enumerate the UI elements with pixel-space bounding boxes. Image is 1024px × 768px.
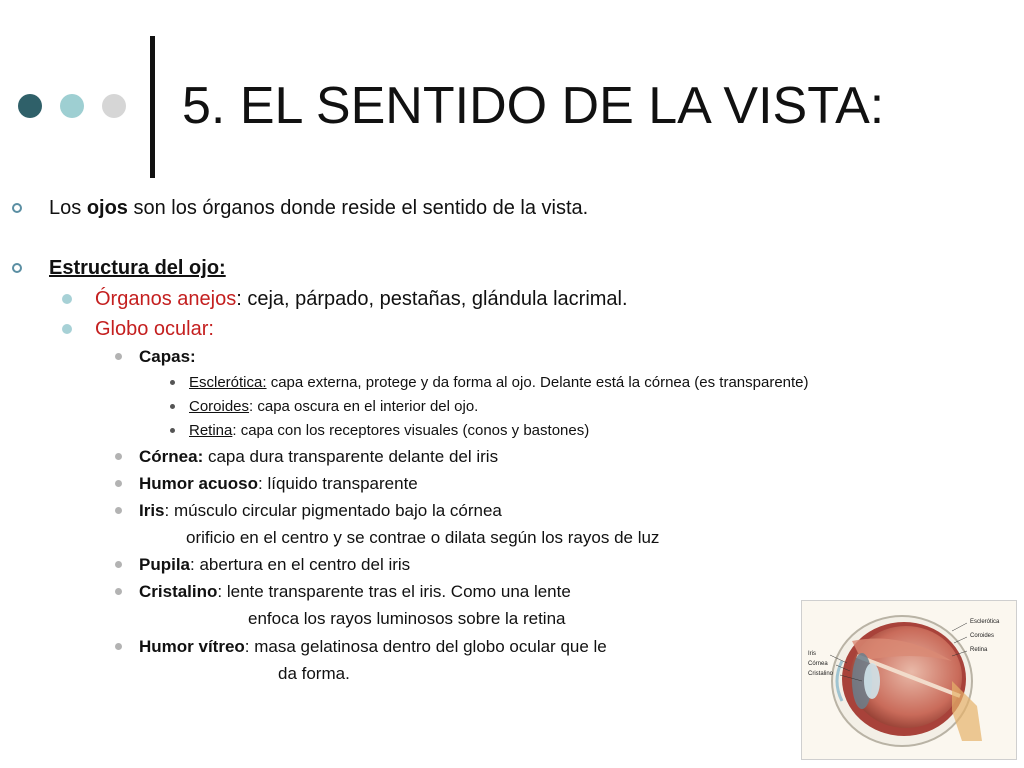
- bullet-marker: [115, 588, 122, 595]
- bullet-marker: [170, 428, 175, 433]
- label-iris: Iris: [808, 651, 816, 657]
- label-retina: Retina: [970, 647, 988, 653]
- bullet-marker: [12, 263, 22, 273]
- bullet-marker: [170, 380, 175, 385]
- bullet-humor-acuoso: Humor acuoso: líquido transparente: [139, 473, 418, 495]
- humor-acuoso-label: Humor acuoso: [139, 474, 259, 493]
- bullet-pupila: Pupila: abertura en el centro del iris: [139, 554, 410, 576]
- bullet-iris: Iris: músculo circular pigmentado bajo la córnea: [139, 500, 502, 522]
- label-coroides: Coroides: [970, 633, 995, 639]
- title-dot-mid: [60, 94, 84, 118]
- bullet-marker: [62, 294, 72, 304]
- bullet-coroides: Coroides: capa oscura en el interior del ojo.: [189, 397, 478, 417]
- bullet-retina: Retina: capa con los receptores visuales (conos y bastones): [189, 421, 589, 441]
- globo-ocular-label: Globo ocular:: [95, 318, 214, 340]
- bullet-humor-vitreo: Humor vítreo: masa gelatinosa dentro del globo ocular que le: [139, 636, 607, 658]
- eye-diagram-image: [801, 600, 1017, 760]
- title-dot-light: [102, 94, 126, 118]
- bullet-marker: [115, 643, 122, 650]
- bullet-marker: [115, 353, 122, 360]
- bullet-marker: [62, 324, 72, 334]
- bullet-marker: [115, 507, 122, 514]
- retina-label: Retina: [189, 422, 233, 439]
- organos-anejos-label: Órganos anejos: [95, 288, 237, 310]
- bullet-organos-anejos: Órganos anejos: ceja, párpado, pestañas, glándula lacrimal.: [95, 286, 628, 312]
- label-cornea: Córnea: [808, 661, 828, 667]
- esclerotica-label: Esclerótica:: [189, 374, 267, 391]
- bullet-marker: [115, 561, 122, 568]
- bullet-cristalino: Cristalino: lente transparente tras el iris. Como una lente: [139, 581, 571, 603]
- cristalino-label: Cristalino: [139, 582, 218, 601]
- bullet-marker: [170, 404, 175, 409]
- ojos-word: ojos: [86, 197, 128, 219]
- bullet-estructura: [49, 255, 226, 281]
- title-divider: [150, 36, 155, 178]
- cornea-label: Córnea:: [139, 447, 204, 466]
- humor-vitreo-continuation: da forma.: [278, 664, 350, 683]
- slide-title: 5. EL SENTIDO DE LA VISTA:: [182, 77, 885, 135]
- coroides-label: Coroides: [189, 398, 250, 415]
- bullet-cornea: Córnea: capa dura transparente delante del iris: [139, 446, 498, 468]
- bullet-marker: [12, 203, 22, 213]
- bullet-marker: [115, 453, 122, 460]
- bullet-esclerotica: Esclerótica: capa externa, protege y da forma al ojo. Delante está la córnea (es transparente): [189, 373, 809, 393]
- bullet-marker: [115, 480, 122, 487]
- iris-label: Iris: [139, 501, 165, 520]
- bullet-globo-ocular: [95, 316, 214, 342]
- iris-continuation: orificio en el centro y se contrae o dilata según los rayos de luz: [186, 528, 660, 547]
- label-esclerotica: Esclerótica: [970, 619, 1000, 625]
- cristalino-continuation: enfoca los rayos luminosos sobre la retina: [248, 609, 566, 628]
- humor-vitreo-label: Humor vítreo: [139, 637, 245, 656]
- capas-label: Capas:: [139, 347, 196, 366]
- bullet-capas: [139, 346, 196, 368]
- bullet-ojos: Los ojos son los órganos donde reside el sentido de la vista.: [49, 195, 588, 221]
- pupila-label: Pupila: [139, 555, 191, 574]
- label-cristalino: Cristalino: [808, 671, 834, 677]
- estructura-heading: Estructura del ojo:: [49, 257, 226, 279]
- title-dot-dark: [18, 94, 42, 118]
